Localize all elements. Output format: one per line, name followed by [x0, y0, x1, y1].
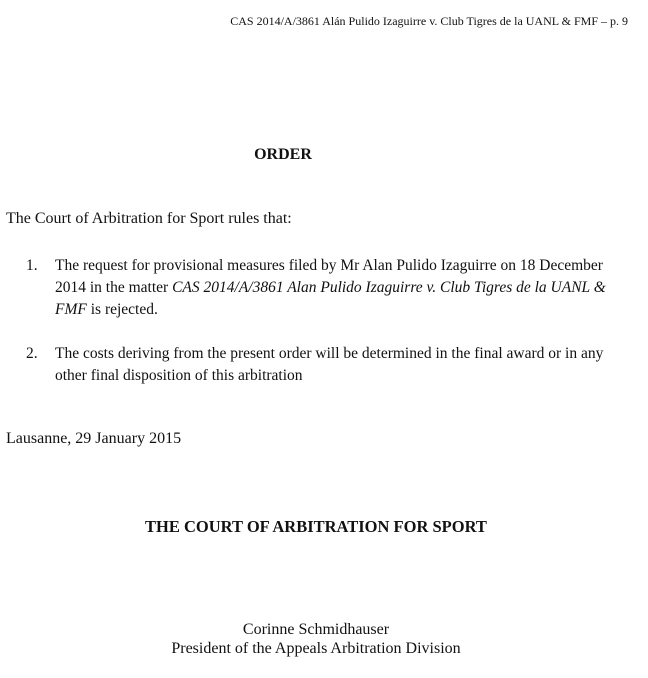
order-intro: The Court of Arbitration for Sport rules that: — [6, 210, 292, 227]
order-item-number: 1. — [26, 257, 38, 274]
order-item-2 — [26, 343, 630, 387]
running-header: CAS 2014/A/3861 Alán Pulido Izaguirre v. Club Tigres de la UANL & FMF – p. 9 — [230, 14, 628, 28]
order-item-text — [55, 255, 630, 321]
signatory-name: Corinne Schmidhauser — [242, 621, 390, 638]
order-item-number: 2. — [26, 345, 38, 362]
order-list — [26, 255, 630, 387]
signatory-title: President of the Appeals Arbitration Division — [171, 640, 461, 657]
order-item-text: The costs deriving from the present order will be determined in the final award or in any other final disposition of this arbitration — [55, 345, 604, 384]
place-date: Lausanne, 29 January 2015 — [6, 430, 182, 447]
order-item-1 — [26, 255, 630, 321]
order-title: ORDER — [254, 146, 312, 163]
court-name: THE COURT OF ARBITRATION FOR SPORT — [145, 517, 487, 536]
order-item-text-after: is rejected. — [86, 301, 158, 318]
order-item-text-before: The request for provisional measures filed by Mr Alan Pulido Izaguirre on 18 December 2014 in the matter — [55, 257, 603, 296]
case-reference: CAS 2014/A/3861 Alan Pulido Izaguirre v. Club Tigres de la UANL & FMF — [55, 279, 606, 318]
